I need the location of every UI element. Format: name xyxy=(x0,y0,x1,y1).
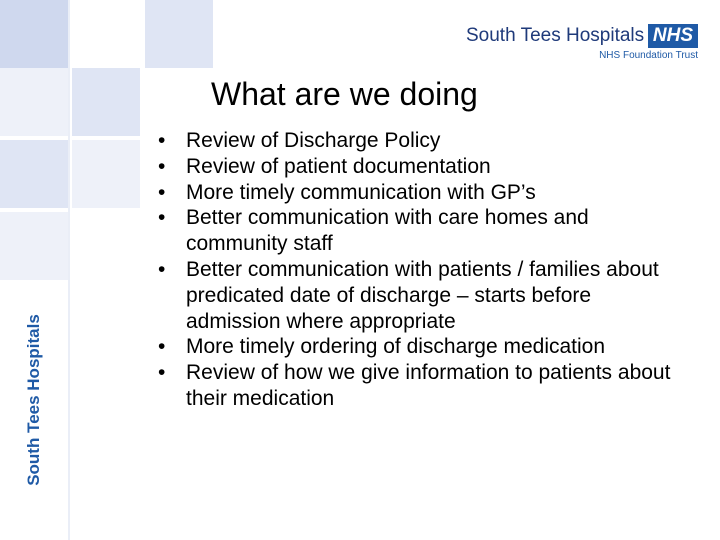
divider-line xyxy=(68,0,70,540)
decor-square xyxy=(0,140,68,208)
decor-square xyxy=(0,0,68,68)
logo-subtitle: NHS Foundation Trust xyxy=(599,50,698,61)
bullet-item: • Review of patient documentation xyxy=(156,154,701,180)
side-brand-label: South Tees Hospitals xyxy=(24,314,43,486)
bullet-item: • More timely ordering of discharge medication xyxy=(156,334,701,360)
nhs-logo xyxy=(466,22,698,66)
nhs-badge: NHS xyxy=(648,24,698,48)
bullet-item: • Review of how we give information to patients about their medication xyxy=(156,360,701,412)
decor-square xyxy=(72,68,140,136)
decor-square xyxy=(145,0,213,68)
decor-square xyxy=(0,68,68,136)
bullet-item: • More timely communication with GP’s xyxy=(156,180,701,206)
bullet-list xyxy=(156,128,701,412)
decor-square xyxy=(72,140,140,208)
logo-trust-name: South Tees Hospitals xyxy=(466,25,645,46)
bullet-item: • Better communication with care homes and community staff xyxy=(156,205,701,257)
decor-square xyxy=(0,212,68,280)
bullet-item: • Better communication with patients / families about predicated date of discharge – starts before admission where appropriate xyxy=(156,257,701,334)
slide-title: What are we doing xyxy=(211,76,478,112)
bullet-item: • Review of Discharge Policy xyxy=(156,128,701,154)
